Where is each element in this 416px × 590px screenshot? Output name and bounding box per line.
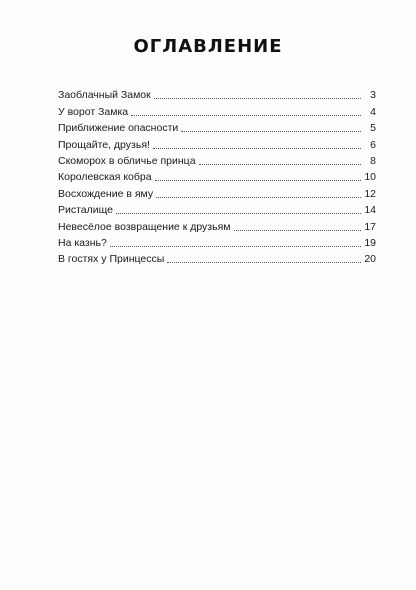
toc-entry — [58, 102, 376, 118]
toc-entry-title: Скоморох в обличье принца — [58, 154, 196, 167]
toc-entry-page: 19 — [364, 236, 376, 249]
toc-entry-page: 8 — [370, 154, 376, 167]
toc-entry — [58, 201, 376, 217]
toc-entry — [58, 135, 376, 151]
toc-entry-title: Приближение опасности — [58, 122, 179, 135]
toc-dot-leader — [153, 147, 361, 149]
toc-dot-leader — [155, 179, 361, 181]
toc-dot-leader — [156, 196, 361, 198]
toc-entry — [58, 152, 376, 168]
toc-entry-title: Восхождение в яму — [58, 187, 154, 200]
toc-entry — [58, 250, 376, 266]
toc-dot-leader — [181, 130, 361, 132]
toc-entry-title: На казнь? — [58, 236, 107, 249]
toc-entry-page: 5 — [370, 122, 376, 135]
toc-entry-page: 3 — [370, 89, 376, 102]
toc-dot-leader — [167, 261, 361, 263]
toc-dot-leader — [131, 114, 361, 116]
toc-entry-title: Невесёлое возвращение к друзьям — [58, 220, 231, 233]
toc-entry — [58, 217, 376, 233]
toc-entry — [58, 119, 376, 135]
toc-entry-page: 20 — [364, 253, 376, 266]
toc-entry — [58, 86, 376, 102]
toc-entry-title: Прощайте, друзья! — [58, 138, 150, 151]
toc-entry — [58, 184, 376, 200]
toc-entry — [58, 234, 376, 250]
toc-entry-title: Ристалище — [58, 204, 114, 217]
toc-entry-title: Королевская кобра — [58, 171, 152, 184]
page-title: ОГЛАВЛЕНИЕ — [133, 36, 283, 57]
toc-dot-leader — [234, 229, 362, 231]
toc-entry-page: 17 — [364, 220, 376, 233]
toc-entry-page: 4 — [370, 105, 376, 118]
toc-entry-page: 10 — [364, 171, 376, 184]
toc-entry-title: В гостях у Принцессы — [58, 253, 165, 266]
toc-dot-leader — [199, 163, 361, 165]
toc-entry-page: 12 — [364, 187, 376, 200]
toc-entry-page: 6 — [370, 138, 376, 151]
toc-dot-leader — [110, 245, 361, 247]
toc-entry-page: 14 — [364, 204, 376, 217]
toc-dot-leader — [154, 97, 361, 99]
toc-entry-title: У ворот Замка — [58, 105, 129, 118]
table-of-contents — [58, 86, 376, 266]
toc-entry — [58, 168, 376, 184]
toc-entry-title: Заоблачный Замок — [58, 89, 151, 102]
toc-dot-leader — [116, 212, 361, 214]
